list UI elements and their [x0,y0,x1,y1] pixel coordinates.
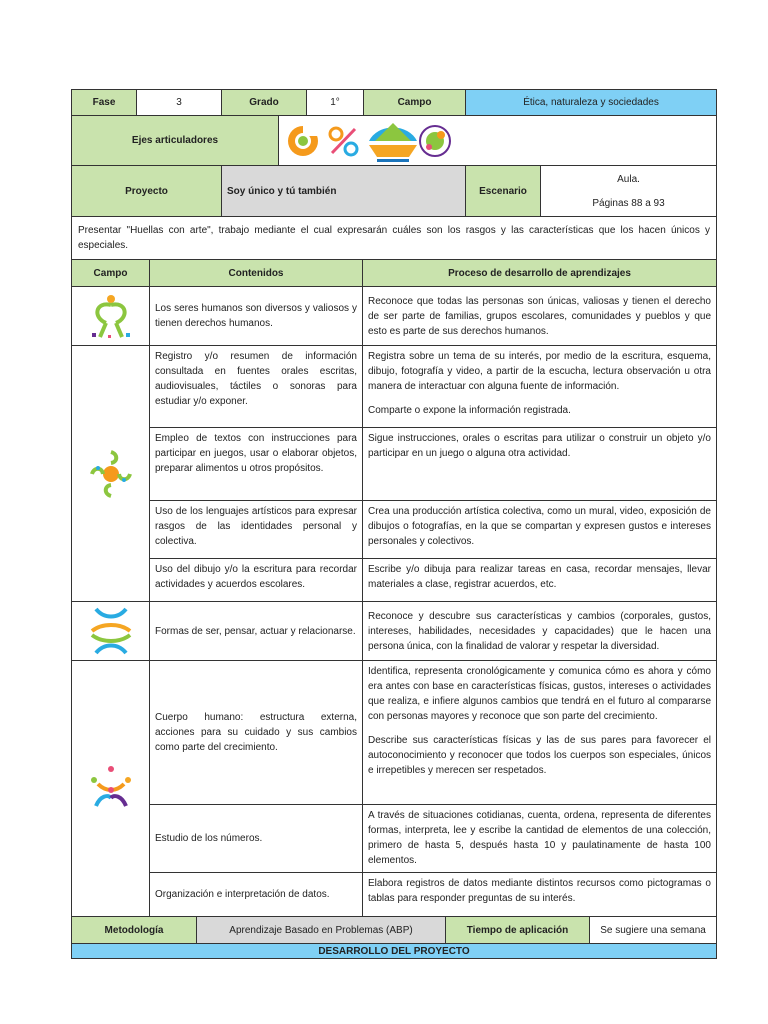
metodologia-label: Metodología [72,917,197,944]
lenguajes-campo-icon [72,346,150,602]
campo-value: Ética, naturaleza y sociedades [466,90,717,116]
contenido-cell: Los seres humanos son diversos y valiosos y tienen derechos humanos. [150,287,363,346]
proceso-cell [363,287,717,346]
header-table [71,89,717,260]
proceso-paragraph: Reconoce que todas las personas son únicas, valiosas y tienen el derecho de ser parte de familias, grupos escolares, comunidades y pueblos y que esto es parte de sus derechos humanos. [368,295,711,337]
proceso-paragraph: Describe sus características físicas y las de sus pares para favorecer el autoconocimiento y reconocer que todos los cuerpos son especiales, únicos e irrepetibles y merecen ser respetados. [368,735,711,776]
tiempo-label: Tiempo de aplicación [446,917,590,944]
proceso-cell [363,501,717,559]
content-table [71,259,717,917]
proceso-paragraph: Reconoce y descubre sus características y cambios (corporales, gustos, intereses, habilidades, necesidades y capacidades) que le hacen una persona única, con la finalidad de valorar y respetar la diversidad. [368,610,711,652]
proceso-paragraph: Elabora registros de datos mediante distintos recursos como pictogramas o tablas para responder preguntas de su interés. [368,878,711,904]
metodologia-value: Aprendizaje Basado en Problemas (ABP) [197,917,446,944]
table-row [72,873,717,917]
contenido-cell: Uso de los lenguajes artísticos para expresar rasgos de las identidades personal y colectiva. [150,501,363,559]
proceso-paragraph: Escribe y/o dibuja para realizar tareas en casa, recordar mensajes, llevar materiales a clase, registrar acuerdos, etc. [368,564,711,590]
proyecto-value: Soy único y tú también [222,166,466,217]
proceso-cell [363,661,717,805]
table-row [72,805,717,873]
planning-document [71,89,716,959]
proceso-paragraph: Sigue instrucciones, orales o escritas para utilizar o construir un objeto y/o participar en un juego o alguna otra actividad. [368,433,711,459]
proceso-cell [363,428,717,501]
table-row [72,346,717,428]
table-row [72,661,717,805]
proceso-cell [363,559,717,602]
escenario-line2: Páginas 88 a 93 [592,197,665,209]
proceso-cell [363,346,717,428]
grado-value: 1° [307,90,364,116]
artes-icon [420,126,450,156]
escenario-label: Escenario [466,166,541,217]
table-row [72,428,717,501]
humano-comunitario-campo-icon [72,602,150,661]
etica-campo-icon [72,287,150,346]
inclusion-icon [288,126,319,156]
col-campo-header: Campo [72,260,150,287]
project-description: Presentar "Huellas con arte", trabajo mediante el cual expresarán cuáles son los rasgos y las características que los hacen únicos y especiales. [72,217,717,260]
desarrollo-header: DESARROLLO DEL PROYECTO [72,944,717,959]
proceso-paragraph: Crea una producción artística colectiva, como un mural, video, exposición de dibujos o fotografías, en la que se compartan y expresen gustos e intereses personales y colectivos. [368,506,711,547]
contenido-cell: Uso del dibujo y/o la escritura para recordar actividades y acuerdos escolares. [150,559,363,602]
table-row [72,602,717,661]
contenido-cell: Registro y/o resumen de información consultada en fuentes orales escritas, audiovisuales, táctiles o sonoras para estudiar y/o exponer. [150,346,363,428]
grado-label: Grado [222,90,307,116]
table-row [72,501,717,559]
contenido-cell: Estudio de los números. [150,805,363,873]
table-row [72,559,717,602]
campo-label: Campo [364,90,466,116]
proceso-paragraph: A través de situaciones cotidianas, cuenta, ordena, representa de diferentes formas, interpreta, lee y escribe la cantidad de elementos de una colección, primero de hasta 5, después hasta 10 y paulatinamente de hasta 100 elementos. [368,810,711,866]
proceso-cell [363,805,717,873]
col-contenidos-header: Contenidos [150,260,363,287]
fase-value: 3 [137,90,222,116]
table-row [72,287,717,346]
contenido-cell: Formas de ser, pensar, actuar y relacionarse. [150,602,363,661]
escenario-line1: Aula. [617,173,640,185]
contenido-cell: Empleo de textos con instrucciones para participar en juegos, usar o elaborar objetos, preparar alimentos u otros propósitos. [150,428,363,501]
proceso-paragraph: Identifica, representa cronológicamente y comunica cómo es ahora y cómo era antes con base en características físicas, gustos, intereses o actividades que realiza, e infiere algunos cambios que tendrá en el futuro al compararse con personas mayores y reconoce que son parte del crecimiento. [368,666,711,722]
tiempo-value: Se sugiere una semana [590,917,717,944]
ejes-label: Ejes articuladores [72,116,279,166]
proceso-paragraph: Registra sobre un tema de su interés, por medio de la escritura, esquema, dibujo, fotografía y video, a partir de la escucha, lectura observación u otra manera de interactuar con alguna fuente de información. [368,351,711,392]
fase-label: Fase [72,90,137,116]
escenario-value [541,166,717,217]
proyecto-label: Proyecto [72,166,222,217]
proceso-cell [363,602,717,661]
saberes-cientifico-campo-icon [72,661,150,917]
contenido-cell: Organización e interpretación de datos. [150,873,363,917]
ejes-icons [279,116,717,166]
interculturalidad-icon [369,123,417,162]
proceso-paragraph: Comparte o expone la información registrada. [368,405,571,416]
equidad-icon [330,128,357,155]
proceso-cell [363,873,717,917]
col-proceso-header: Proceso de desarrollo de aprendizajes [363,260,717,287]
footer-table [71,916,717,959]
contenido-cell: Cuerpo humano: estructura externa, acciones para su cuidado y sus cambios como parte del crecimiento. [150,661,363,805]
